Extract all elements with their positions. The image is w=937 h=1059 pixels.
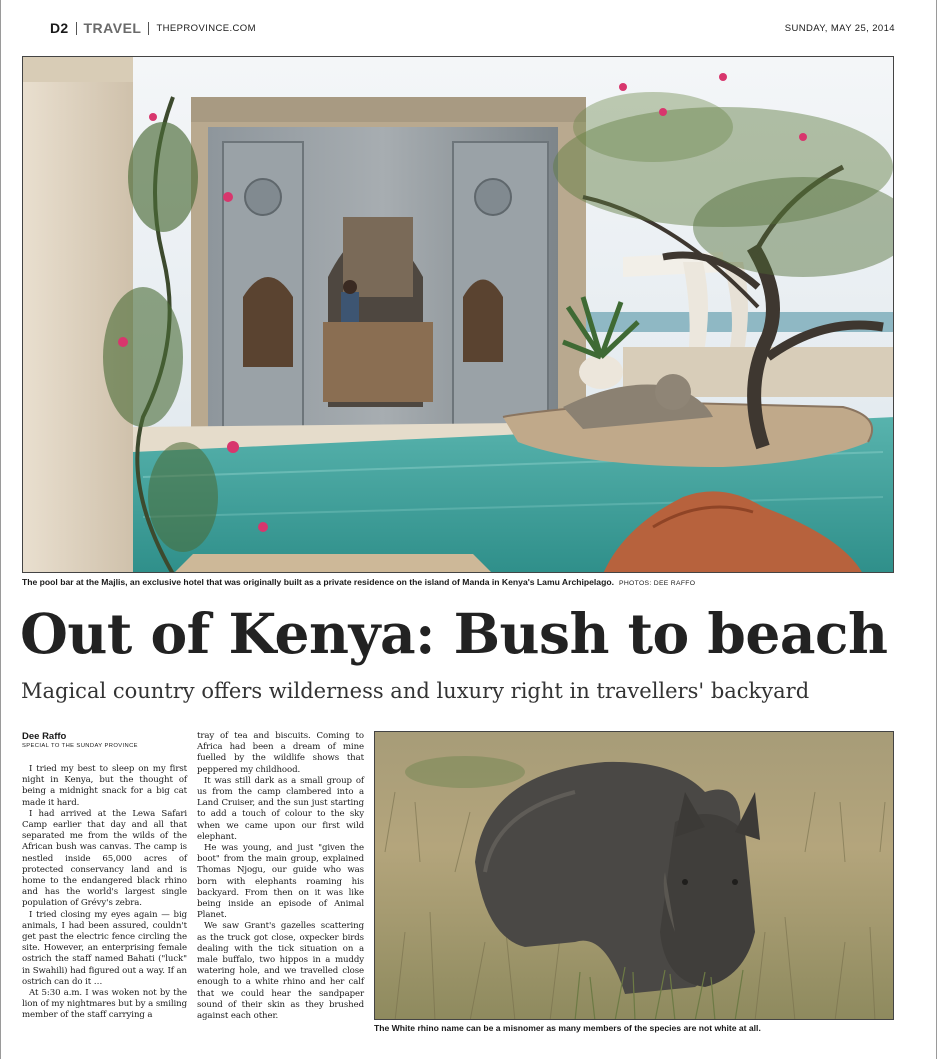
author-name: Dee Raffo	[22, 731, 67, 742]
divider	[76, 22, 77, 35]
page-header	[50, 20, 895, 40]
rhino-photo	[374, 731, 894, 1020]
main-photo-caption	[22, 577, 894, 587]
paragraph: I had arrived at the Lewa Safari Camp earlier that day and all that separated me from the wilds of the African bush was canvas. The camp is nestled inside 65,000 acres of protected conservancy land and is home to the endangered black rhino and has the world's largest single population of Grévy's zebra.	[22, 808, 187, 909]
section-name: TRAVEL	[83, 20, 142, 36]
page-number: D2	[50, 20, 69, 36]
headline: Out of Kenya: Bush to beach	[20, 601, 888, 666]
paragraph: At 5:30 a.m. I was woken not by the lion of my nightmares but by a smiling member of the staff carrying a	[22, 988, 187, 1021]
photo-credit: PHOTOS: DEE RAFFO	[618, 580, 696, 587]
paragraph: We saw Grant's gazelles scattering as the truck got close, oxpecker birds dealing with the tick situation on a male buffalo, two hippos in a muddy watering hole, and we travelled close enough to a white rhino and her calf that we could hear the sandpaper sound of their skin as they brushed against each other.	[197, 921, 364, 1022]
paragraph: It was still dark as a small group of us from the camp clambered into a Land Cruiser, and the sun just starting to add a touch of colour to the sky when we came upon our first wild elephant.	[197, 775, 364, 842]
pool-bar-photo	[22, 56, 894, 573]
issue-date: SUNDAY, MAY 25, 2014	[784, 23, 895, 34]
header-left	[50, 20, 256, 36]
caption-text: The pool bar at the Majlis, an exclusive hotel that was originally built as a private residence on the island of Manda in Kenya's Lamu Archipelago.	[22, 577, 614, 587]
site-url: THEPROVINCE.COM	[156, 22, 256, 34]
divider	[148, 22, 149, 35]
paragraph: He was young, and just "given the boot" from the main group, explained Thomas Njogu, our guide who was born with elephants roaming his backyard. From then on it was like being inside an episode of Animal Planet.	[197, 843, 364, 921]
byline	[22, 731, 187, 749]
subheadline: Magical country offers wilderness and luxury right in travellers' backyard	[21, 679, 810, 703]
rhino-photo-caption: The White rhino name can be a misnomer as many members of the species are not white at all.	[374, 1023, 761, 1033]
paragraph: I tried closing my eyes again — big animals, I had been assured, couldn't get past the electric fence circling the site. However, an enterprising female ostrich the staff named Bahati ("luck" in Swahili) had figured out a way. If an ostrich can do it …	[22, 909, 187, 987]
article-column-2	[197, 731, 364, 1022]
paragraph-continuation: tray of tea and biscuits. Coming to Africa had been a dream of mine fuelled by the wildlife shows that peppered my childhood.	[197, 731, 364, 775]
article-column-1	[22, 764, 187, 1022]
author-title: SPECIAL TO THE SUNDAY PROVINCE	[22, 743, 138, 749]
paragraph: I tried my best to sleep on my first night in Kenya, but the thought of being a midnight snack for a big cat made it hard.	[22, 764, 187, 808]
